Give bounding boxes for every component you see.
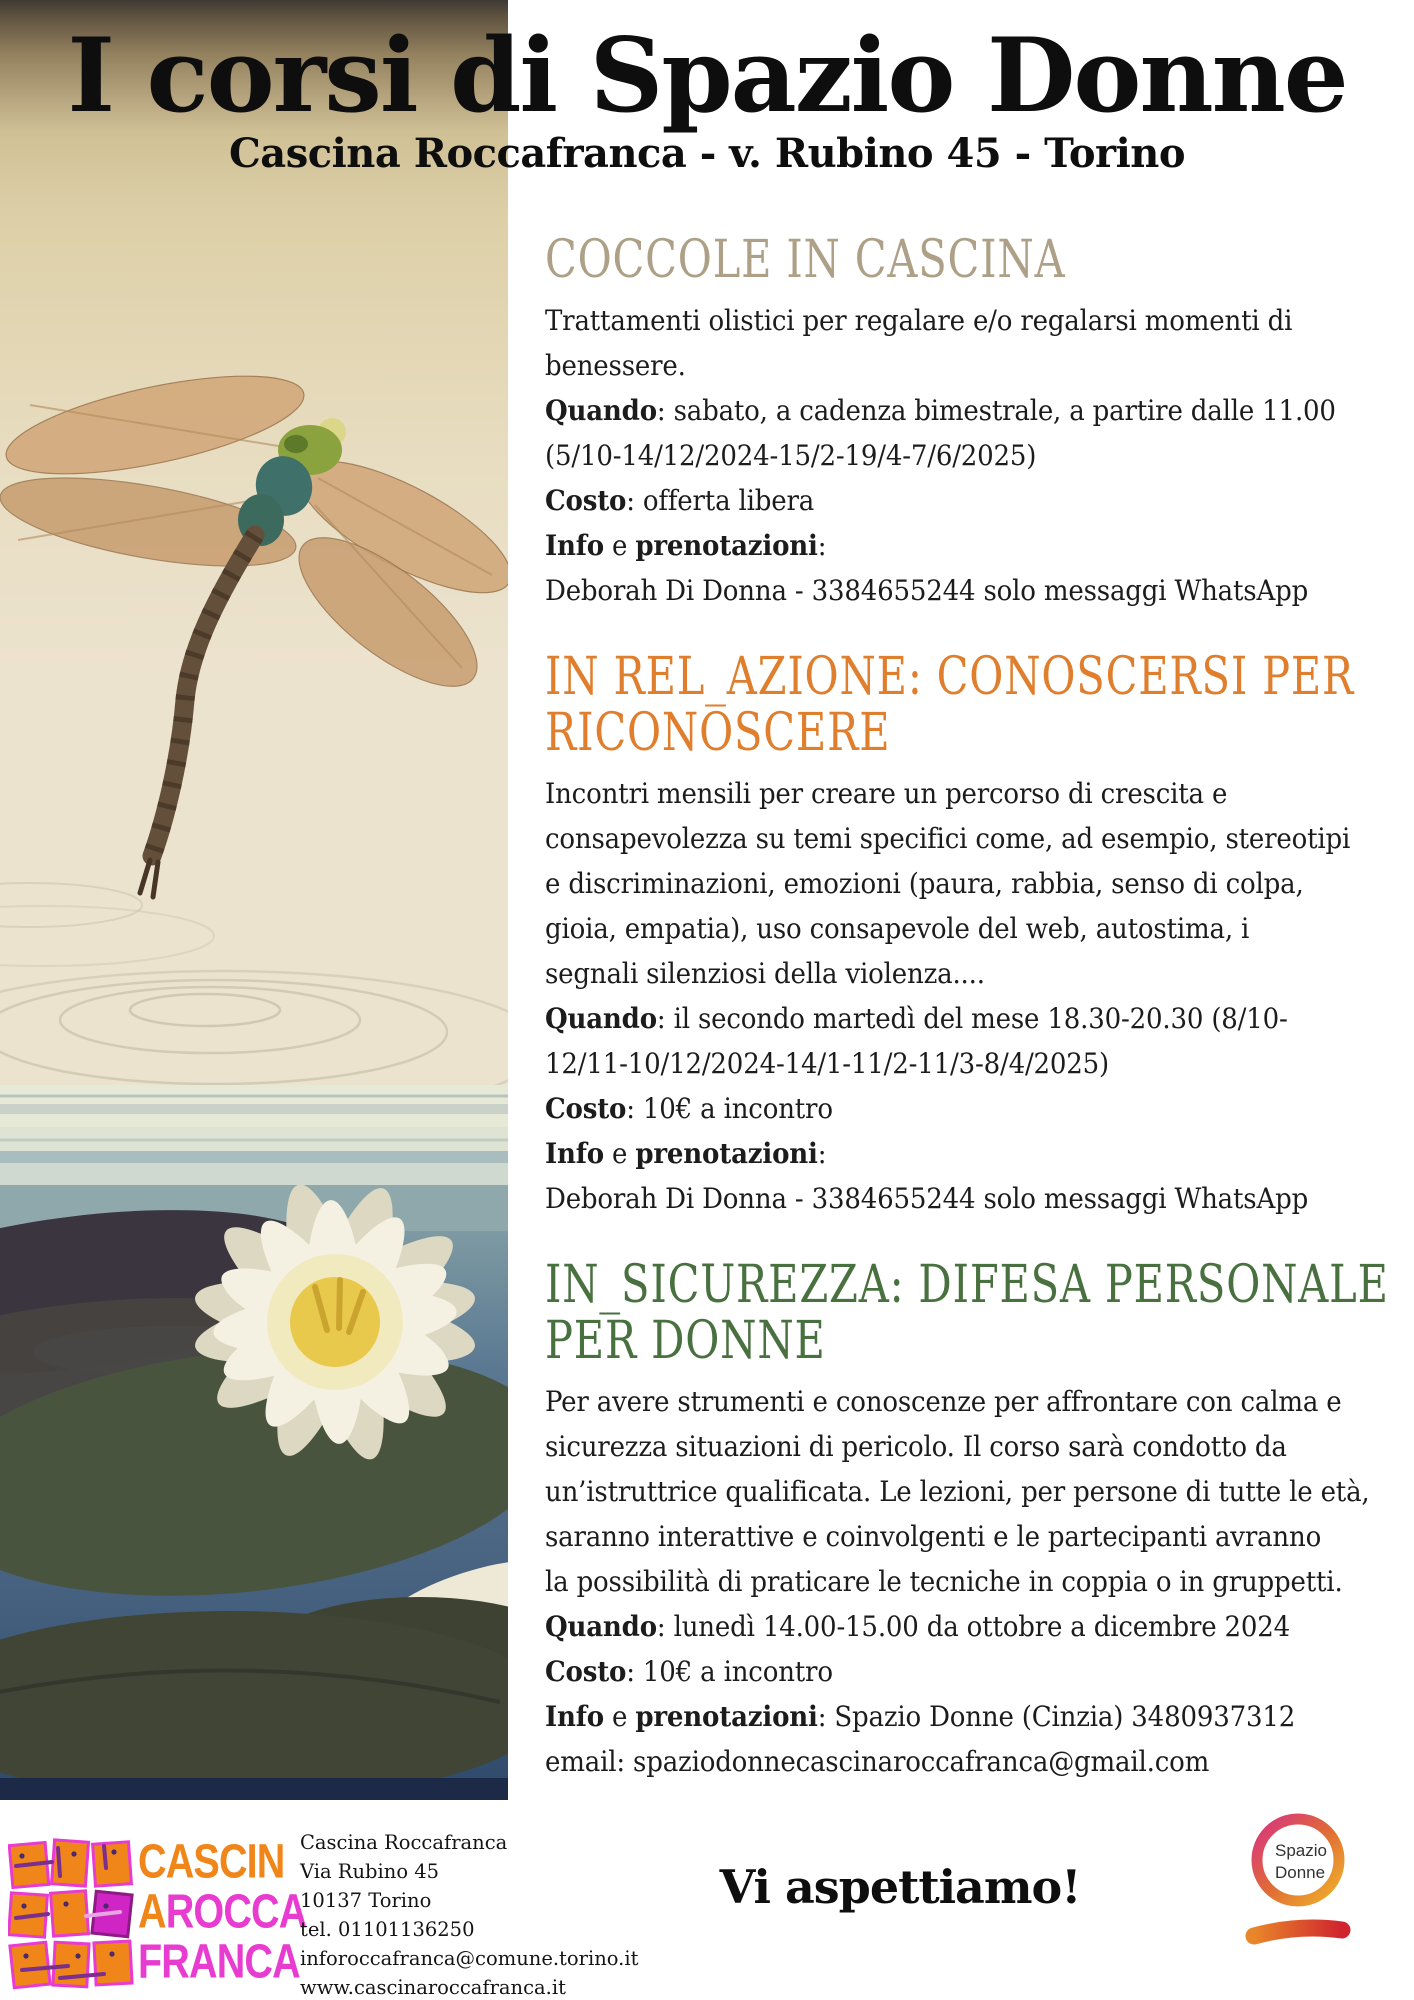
text-line (545, 771, 1317, 816)
address-line: inforoccafranca@comune.torino.it (300, 1947, 639, 1970)
text-line (545, 1694, 1317, 1739)
water-lily-illustration (0, 1085, 508, 1800)
section-title: COCCOLE IN CASCINA (545, 230, 1066, 290)
line-text: : offerta libera (626, 484, 815, 517)
text-line (545, 1131, 1317, 1176)
text-line (545, 523, 1317, 568)
address-line: Via Rubino 45 (300, 1860, 440, 1883)
line-text: email: spaziodonnecascinaroccafranca@gmail.com (545, 1745, 1210, 1778)
footer (0, 1800, 1414, 2000)
text-line (545, 906, 1317, 951)
left-illustration (0, 0, 508, 1800)
line-text: e (603, 1700, 636, 1733)
field-label: Info (545, 529, 604, 562)
address-line: tel. 01101136250 (300, 1918, 475, 1941)
line-text: Trattamenti olistici per regalare e/o regalarsi momenti di (545, 304, 1293, 337)
wordmark-line3: FRANCA (138, 1933, 300, 1988)
line-text: Deborah Di Donna - 3384655244 solo messaggi WhatsApp (545, 574, 1309, 607)
address-block (300, 1828, 638, 2000)
text-line (545, 1469, 1370, 1514)
page-subtitle: Cascina Roccafranca - v. Rubino 45 - Torino (228, 130, 1186, 178)
section-coccole-in-cascina (545, 232, 1375, 613)
address-line: www.cascinaroccafranca.it (300, 1976, 566, 1999)
spazio-logo-text2: Donne (1275, 1863, 1326, 1882)
section-title-line2: RICONOSCERE (545, 703, 891, 763)
line-text: benessere. (545, 349, 686, 382)
section-in-relazione (545, 649, 1375, 1221)
text-line (545, 996, 1317, 1041)
line-text: : (817, 1137, 827, 1170)
section-title: IN_SICUREZZA: DIFESA PERSONALE (545, 1255, 1389, 1315)
line-text: : il secondo martedì del mese 18.30-20.30 (8/10- (656, 1002, 1288, 1035)
address-line: Cascina Roccafranca (300, 1831, 508, 1854)
line-text: Per avere strumenti e conoscenze per affrontare con calma e (545, 1385, 1342, 1418)
field-label: prenotazioni (635, 1700, 818, 1733)
spazio-donne-logo (1228, 1800, 1368, 1995)
text-line (545, 568, 1317, 613)
field-label: prenotazioni (635, 529, 818, 562)
text-line (545, 1514, 1322, 1559)
line-text: : lunedì 14.00-15.00 da ottobre a dicembre 2024 (656, 1610, 1291, 1643)
field-label: Quando (545, 394, 657, 427)
field-label: Quando (545, 1610, 657, 1643)
text-line (545, 298, 1317, 343)
text-line (545, 951, 1317, 996)
field-label: Costo (545, 484, 627, 517)
cascina-roccafranca-wordmark (138, 1833, 307, 1988)
text-line (545, 816, 1351, 861)
line-text: un’istruttrice qualificata. Le lezioni, per persone di tutte le età, (545, 1475, 1370, 1508)
text-line (545, 1424, 1317, 1469)
field-label: prenotazioni (635, 1137, 818, 1170)
page-title: I corsi di Spazio Donne (67, 16, 1347, 136)
spazio-logo-text1: Spazio (1275, 1841, 1327, 1860)
text-line (545, 433, 1317, 478)
line-text: consapevolezza su temi specifici come, ad esempio, stereotipi (545, 822, 1351, 855)
cascina-roccafranca-logo-icon (8, 1838, 136, 1990)
address-line: 10137 Torino (300, 1889, 432, 1912)
field-label: Costo (545, 1655, 627, 1688)
text-line (545, 1649, 1317, 1694)
line-text: gioia, empatia), uso consapevole del web, autostima, i (545, 912, 1250, 945)
line-text: : sabato, a cadenza bimestrale, a partire dalle 11.00 (656, 394, 1336, 427)
line-text: : Spazio Donne (Cinzia) 3480937312 (817, 1700, 1296, 1733)
line-text: Incontri mensili per creare un percorso di crescita e (545, 777, 1228, 810)
venus-crossbar-icon (1254, 1928, 1342, 1936)
line-text: sicurezza situazioni di pericolo. Il corso sarà condotto da (545, 1430, 1287, 1463)
field-label: Info (545, 1700, 604, 1733)
field-label: Quando (545, 1002, 657, 1035)
venus-circle-icon (1257, 1819, 1339, 1901)
header (0, 16, 1414, 178)
line-text: : 10€ a incontro (626, 1092, 833, 1125)
line-text: segnali silenziosi della violenza.... (545, 957, 985, 990)
text-line (545, 1176, 1317, 1221)
line-text: : (817, 529, 827, 562)
text-line (545, 478, 1317, 523)
line-text: : 10€ a incontro (626, 1655, 833, 1688)
section-title-line2: PER DONNE (545, 1311, 826, 1371)
field-label: Costo (545, 1092, 627, 1125)
text-line (545, 1604, 1317, 1649)
course-list (545, 230, 1389, 1820)
text-line (545, 861, 1317, 906)
section-title: IN REL_AZIONE: CONOSCERSI PER (545, 647, 1355, 707)
line-text: e discriminazioni, emozioni (paura, rabbia, senso di colpa, (545, 867, 1304, 900)
wordmark-line1: CASCIN (138, 1833, 285, 1888)
text-line (545, 1041, 1317, 1086)
line-text: Deborah Di Donna - 3384655244 solo messaggi WhatsApp (545, 1182, 1309, 1215)
field-label: Info (545, 1137, 604, 1170)
text-line (545, 1086, 1317, 1131)
line-text: e (603, 1137, 636, 1170)
line-text: saranno interattive e coinvolgenti e le partecipanti avranno (545, 1520, 1322, 1553)
text-line (545, 388, 1336, 433)
text-line (545, 1379, 1342, 1424)
line-text: e (603, 529, 636, 562)
line-text: 12/11-10/12/2024-14/1-11/2-11/3-8/4/2025) (545, 1047, 1110, 1080)
text-line (545, 1559, 1343, 1604)
section-in-sicurezza (545, 1255, 1389, 1784)
line-text: (5/10-14/12/2024-15/2-19/4-7/6/2025) (545, 439, 1037, 472)
wordmark-line2b: ROCCA (165, 1883, 307, 1938)
wordmark-line2a: A (138, 1883, 166, 1938)
closing-message: Vi aspettiamo! (719, 1860, 1081, 1914)
line-text: la possibilità di praticare le tecniche in coppia o in gruppetti. (545, 1565, 1343, 1598)
text-line (545, 343, 1317, 388)
text-line (545, 1739, 1317, 1784)
